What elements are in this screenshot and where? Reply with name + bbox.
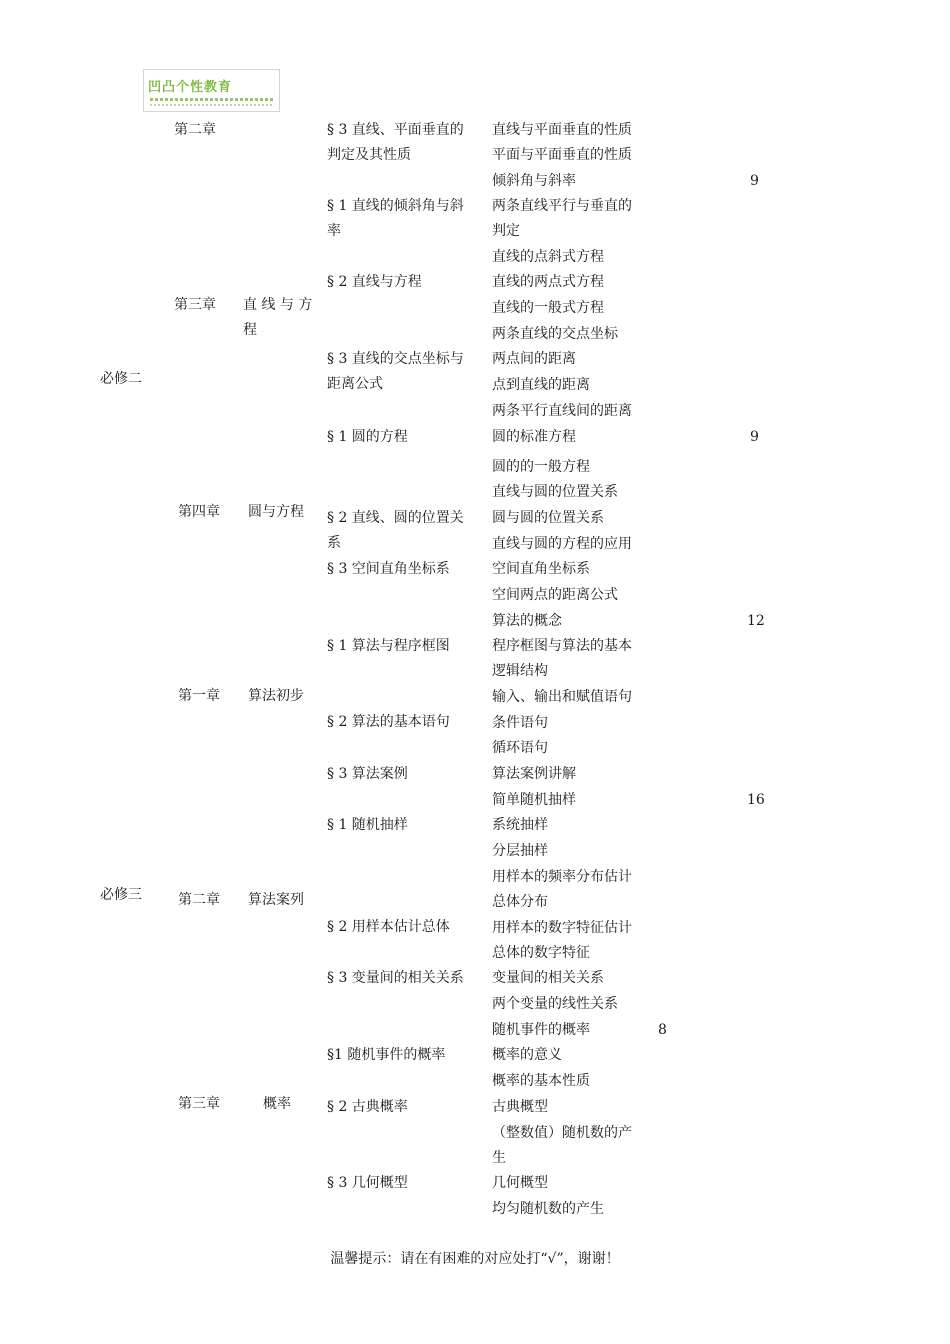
table-cell: § 3 直线的交点坐标与 bbox=[327, 351, 464, 367]
brand-logo bbox=[143, 69, 280, 112]
table-cell: 平面与平面垂直的性质 bbox=[492, 147, 632, 163]
table-cell: 系 bbox=[327, 535, 341, 551]
table-cell: § 3 几何概型 bbox=[327, 1175, 408, 1191]
table-cell: 空间两点的距离公式 bbox=[492, 587, 618, 603]
table-cell: § 2 古典概率 bbox=[327, 1099, 408, 1115]
table-cell: 判定及其性质 bbox=[327, 147, 411, 163]
table-cell: 条件语句 bbox=[492, 715, 548, 731]
table-cell: 古典概型 bbox=[492, 1099, 548, 1115]
table-cell: 率 bbox=[327, 223, 341, 239]
table-cell: § 2 算法的基本语句 bbox=[327, 714, 450, 730]
table-cell: 直线的两点式方程 bbox=[492, 274, 604, 290]
table-cell: §1 随机事件的概率 bbox=[327, 1047, 446, 1063]
table-cell: 12 bbox=[747, 613, 765, 629]
table-cell: 9 bbox=[750, 429, 759, 445]
table-cell: 点到直线的距离 bbox=[492, 377, 590, 393]
table-cell: 直线的点斜式方程 bbox=[492, 249, 604, 265]
table-cell: 均匀随机数的产生 bbox=[492, 1201, 604, 1217]
table-cell: 两点间的距离 bbox=[492, 351, 576, 367]
table-cell: 输入、输出和赋值语句 bbox=[492, 689, 632, 705]
table-cell: 程序框图与算法的基本 bbox=[492, 638, 632, 654]
table-cell: § 3 变量间的相关关系 bbox=[327, 970, 464, 986]
table-cell: 直线与平面垂直的性质 bbox=[492, 122, 632, 138]
table-cell: 变量间的相关关系 bbox=[492, 970, 604, 986]
table-cell: 直线的一般式方程 bbox=[492, 300, 604, 316]
table-cell: 必修二 bbox=[100, 371, 142, 387]
table-cell: 用样本的数字特征估计 bbox=[492, 920, 632, 936]
table-cell: § 1 算法与程序框图 bbox=[327, 638, 450, 654]
table-cell: 圆与方程 bbox=[248, 504, 304, 520]
table-cell: 用样本的频率分布估计 bbox=[492, 869, 632, 885]
table-cell: § 1 圆的方程 bbox=[327, 429, 408, 445]
table-cell: § 1 随机抽样 bbox=[327, 817, 408, 833]
table-cell: 循环语句 bbox=[492, 740, 548, 756]
logo-decoration bbox=[150, 98, 274, 101]
table-cell: 16 bbox=[747, 792, 765, 808]
table-cell: § 2 直线与方程 bbox=[327, 274, 422, 290]
table-cell: 9 bbox=[750, 173, 759, 189]
table-cell: 随机事件的概率 bbox=[492, 1022, 590, 1038]
table-cell: 第一章 bbox=[178, 688, 220, 704]
table-cell: 必修三 bbox=[100, 887, 142, 903]
table-cell: 两条直线的交点坐标 bbox=[492, 326, 618, 342]
table-cell: § 3 算法案例 bbox=[327, 766, 408, 782]
table-cell: 算法案列 bbox=[248, 892, 304, 908]
table-cell: 程 bbox=[243, 322, 257, 338]
table-cell: 直线与圆的位置关系 bbox=[492, 484, 618, 500]
table-cell: 概率 bbox=[263, 1096, 291, 1112]
table-cell: 简单随机抽样 bbox=[492, 792, 576, 808]
table-cell: 系统抽样 bbox=[492, 817, 548, 833]
table-cell: § 3 直线、平面垂直的 bbox=[327, 122, 464, 138]
table-cell: 8 bbox=[658, 1022, 667, 1038]
table-cell: 概率的意义 bbox=[492, 1047, 562, 1063]
table-cell: 空间直角坐标系 bbox=[492, 561, 590, 577]
table-cell: 几何概型 bbox=[492, 1175, 548, 1191]
table-cell: 直 线 与 方 bbox=[243, 297, 313, 313]
table-cell: 算法初步 bbox=[248, 688, 304, 704]
logo-text: 凹凸个性教育 bbox=[148, 80, 233, 95]
table-cell: 概率的基本性质 bbox=[492, 1073, 590, 1089]
table-cell: （整数值）随机数的产 bbox=[492, 1125, 632, 1141]
table-cell: 总体的数字特征 bbox=[492, 945, 590, 961]
table-cell: 圆的的一般方程 bbox=[492, 459, 590, 475]
table-cell: 第二章 bbox=[174, 122, 216, 138]
table-cell: 第三章 bbox=[174, 297, 216, 313]
table-cell: 分层抽样 bbox=[492, 843, 548, 859]
table-cell: 两条直线平行与垂直的 bbox=[492, 198, 632, 214]
table-cell: 逻辑结构 bbox=[492, 663, 548, 679]
table-cell: 两条平行直线间的距离 bbox=[492, 403, 632, 419]
footer-note: 温馨提示：请在有困难的对应处打“√”，谢谢！ bbox=[330, 1251, 620, 1267]
table-cell: § 2 直线、圆的位置关 bbox=[327, 510, 464, 526]
table-cell: 第四章 bbox=[178, 504, 220, 520]
table-cell: § 2 用样本估计总体 bbox=[327, 919, 450, 935]
table-cell: 判定 bbox=[492, 223, 520, 239]
table-cell: 倾斜角与斜率 bbox=[492, 173, 576, 189]
table-cell: 总体分布 bbox=[492, 894, 548, 910]
table-cell: 直线与圆的方程的应用 bbox=[492, 536, 632, 552]
table-cell: 圆的标准方程 bbox=[492, 429, 576, 445]
table-cell: 第二章 bbox=[178, 892, 220, 908]
table-cell: 两个变量的线性关系 bbox=[492, 996, 618, 1012]
table-cell: 算法案例讲解 bbox=[492, 766, 576, 782]
table-cell: 算法的概念 bbox=[492, 613, 562, 629]
table-cell: 圆与圆的位置关系 bbox=[492, 510, 604, 526]
table-cell: 生 bbox=[492, 1150, 506, 1166]
table-cell: 距离公式 bbox=[327, 376, 383, 392]
logo-decoration-line bbox=[150, 104, 274, 106]
table-cell: 第三章 bbox=[178, 1096, 220, 1112]
table-cell: § 3 空间直角坐标系 bbox=[327, 561, 450, 577]
table-cell: § 1 直线的倾斜角与斜 bbox=[327, 198, 464, 214]
